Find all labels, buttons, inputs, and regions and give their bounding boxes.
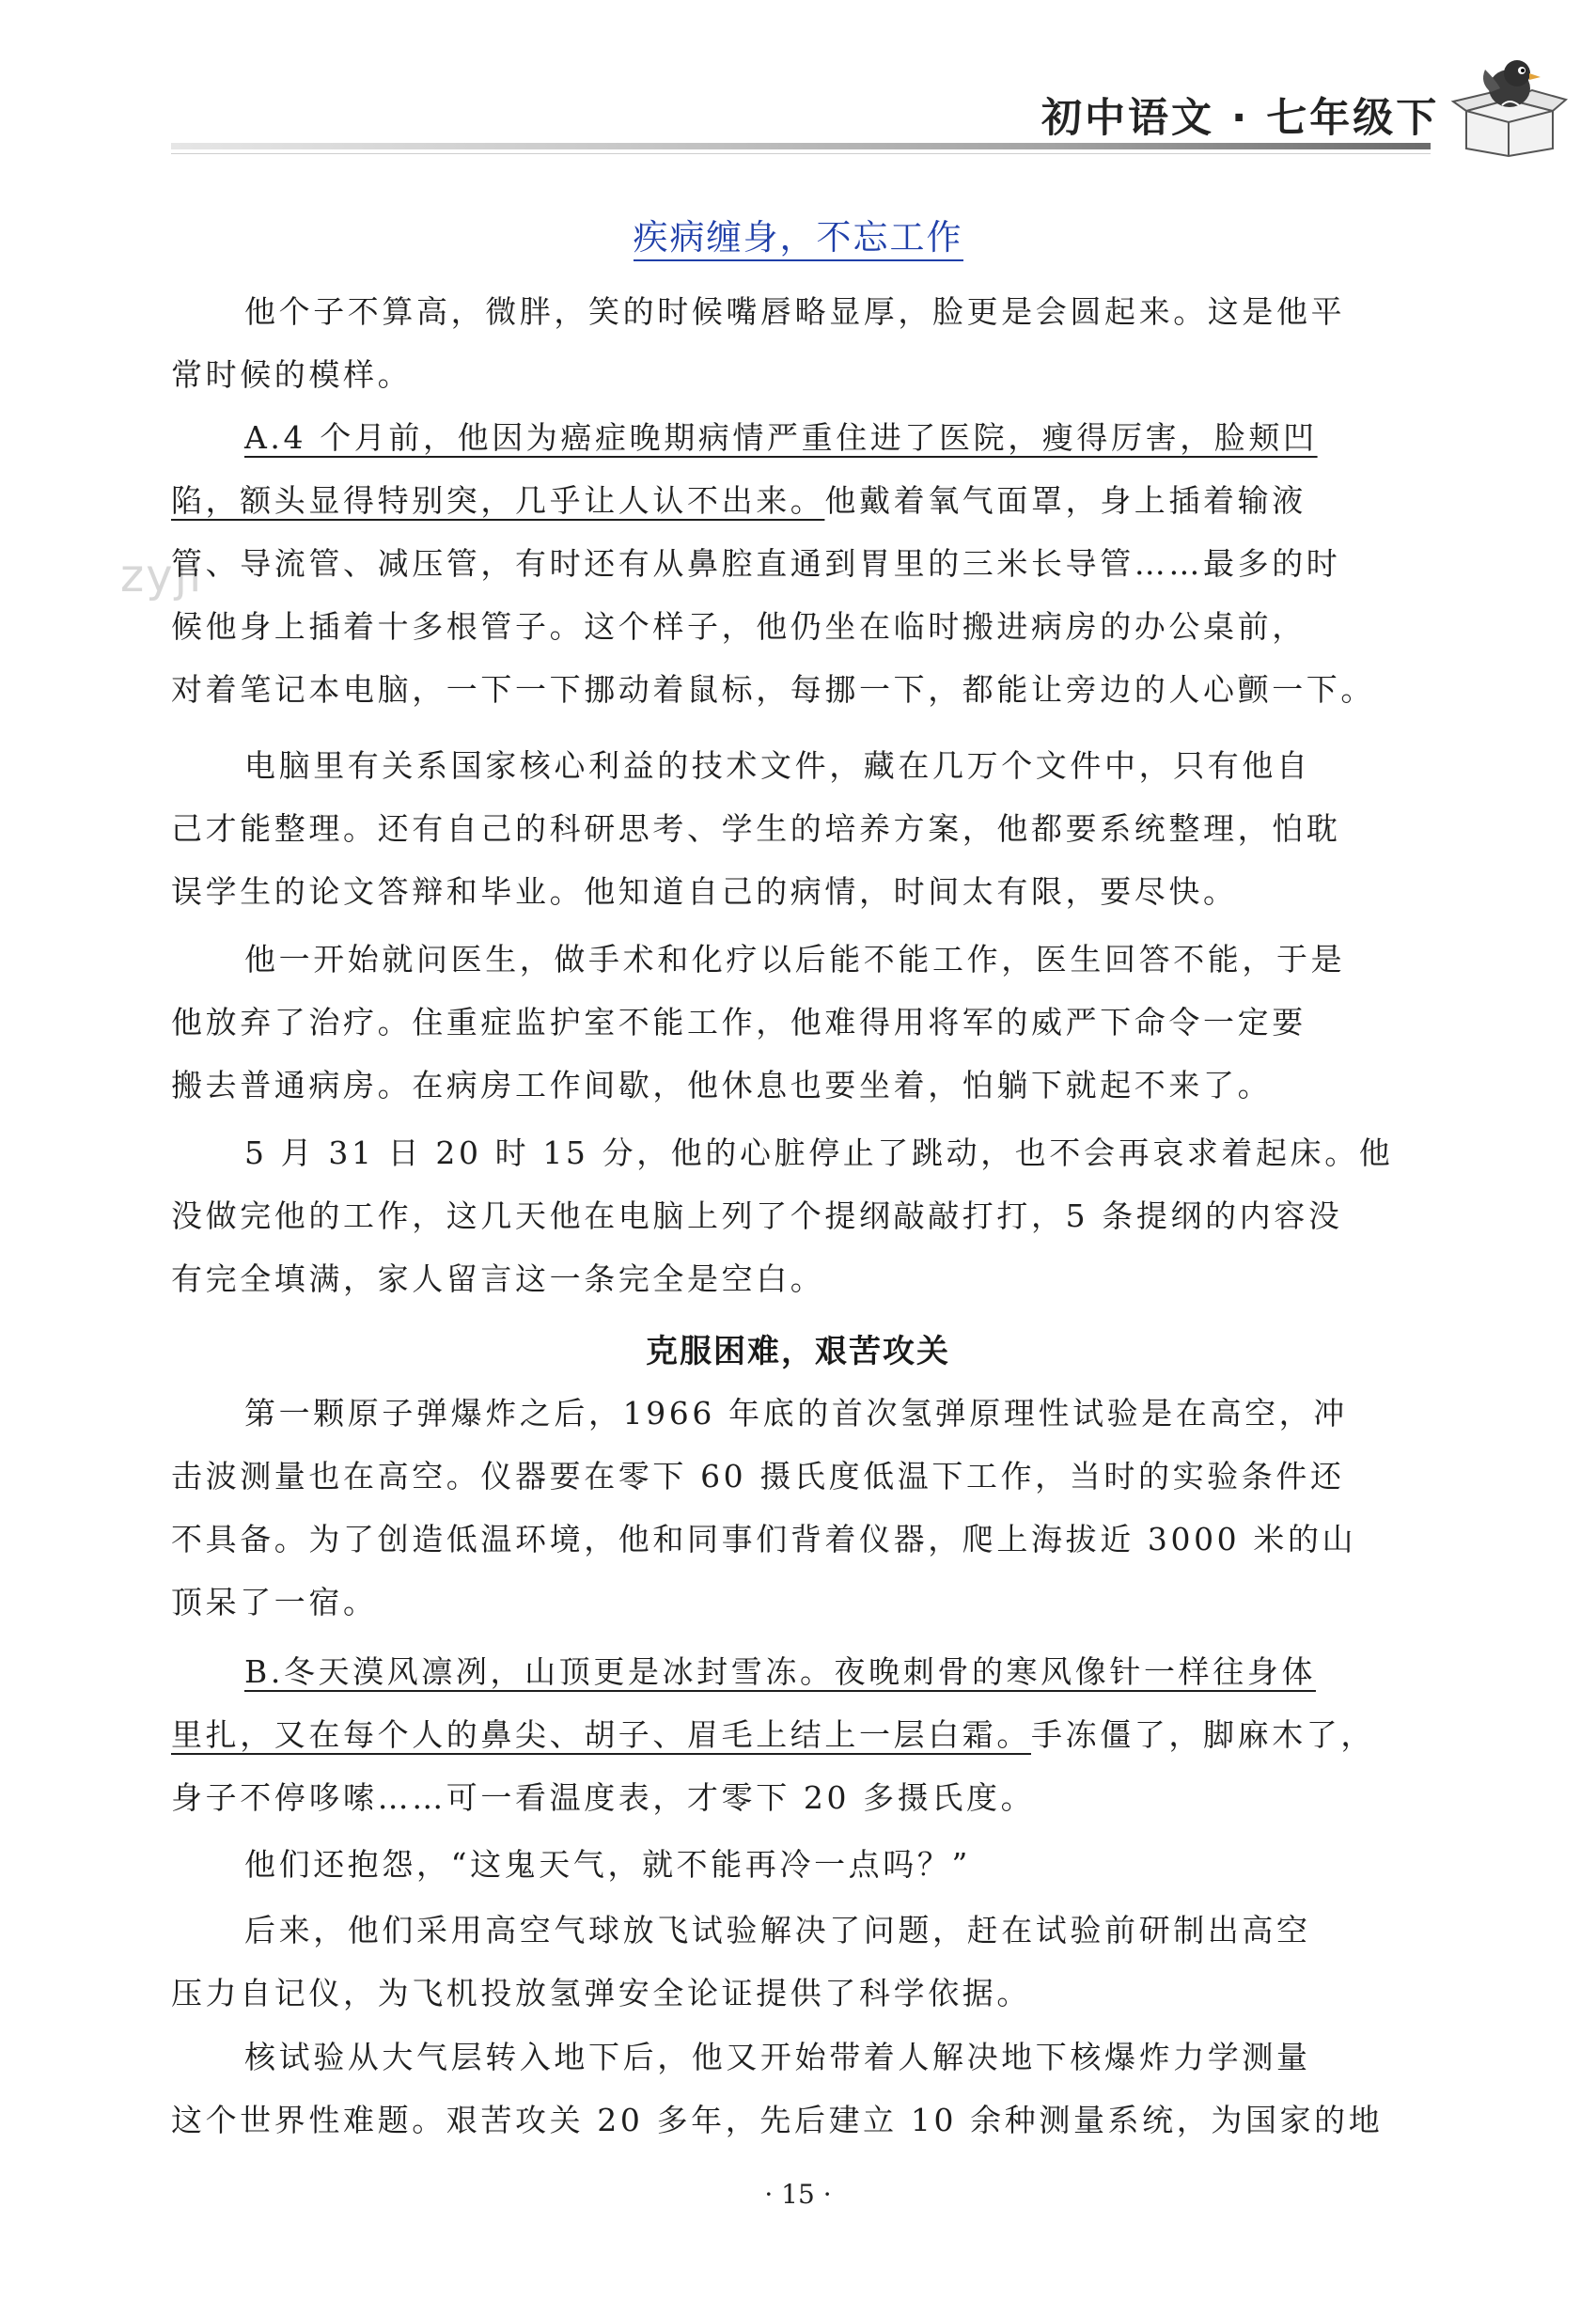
paragraph-10: [171, 2026, 1414, 2152]
bird-on-box-icon: [1447, 55, 1570, 158]
underlined-sentence-a: 陷，额头显得特别突，几乎让人认不出来。: [171, 482, 825, 519]
header-title: 初中语文 · 七年级下: [1041, 95, 1440, 142]
paragraph-line: 对着笔记本电脑，一下一下挪动着鼠标，每挪一下，都能让旁边的人心颤一下。: [171, 671, 1375, 708]
watermark: zyjl: [120, 550, 204, 602]
header-rule-thin: [171, 153, 1431, 154]
paragraph-line: 这个世界性难题。艰苦攻关 20 多年，先后建立 10 余种测量系统，为国家的地: [171, 2102, 1384, 2138]
paragraph-line: 第一颗原子弹爆炸之后，1966 年底的首次氢弹原理性试验是在高空，冲: [244, 1395, 1348, 1432]
paragraph-line: 压力自记仪，为飞机投放氢弹安全论证提供了科学依据。: [171, 1975, 1031, 2011]
paragraph-1: [171, 280, 1414, 406]
paragraph-line: 误学生的论文答辩和毕业。他知道自己的病情，时间太有限，要尽快。: [171, 873, 1238, 910]
paragraph-line: 后来，他们采用高空气球放飞试验解决了问题，赶在试验前研制出高空: [244, 1912, 1311, 1948]
paragraph-line: 有完全填满，家人留言这一条完全是空白。: [171, 1260, 825, 1297]
section-title-1-text: 疾病缠身，不忘工作: [634, 217, 963, 261]
paragraph-line: 己才能整理。还有自己的科研思考、学生的培养方案，他都要系统整理，怕耽: [171, 810, 1341, 847]
paragraph-line: 他个子不算高，微胖，笑的时候嘴唇略显厚，脸更是会圆起来。这是他平: [244, 293, 1346, 330]
paragraph-line: 候他身上插着十多根管子。这个样子，他仍坐在临时搬进病房的办公桌前，: [171, 608, 1307, 645]
paragraph-3: [171, 734, 1414, 923]
paragraph-line: 他一开始就问医生，做手术和化疗以后能不能工作，医生回答不能，于是: [244, 941, 1346, 978]
header-rule: [171, 143, 1431, 149]
paragraph-8: [171, 1833, 1414, 1896]
paragraph-line: 不具备。为了创造低温环境，他和同事们背着仪器，爬上海拔近 3000 米的山: [171, 1521, 1357, 1557]
paragraph-line: 核试验从大气层转入地下后，他又开始带着人解决地下核爆炸力学测量: [244, 2039, 1311, 2075]
paragraph-line: 手冻僵了，脚麻木了，: [1031, 1716, 1375, 1753]
paragraph-line: 他戴着氧气面罩，身上插着输液: [824, 482, 1307, 519]
underlined-sentence-a: A.4 个月前，他因为癌症晚期病情严重住进了医院，瘦得厉害，脸颊凹: [244, 419, 1318, 456]
paragraph-line: 他放弃了治疗。住重症监护室不能工作，他难得用将军的威严下命令一定要: [171, 1004, 1307, 1041]
paragraph-line: 没做完他的工作，这几天他在电脑上列了个提纲敲敲打打，5 条提纲的内容没: [171, 1197, 1343, 1234]
section-title-1: [0, 209, 1596, 259]
paragraph-line: 身子不停哆嗦……可一看温度表，才零下 20 多摄氏度。: [171, 1779, 1036, 1816]
paragraph-line: 击波测量也在高空。仪器要在零下 60 摄氏度低温下工作，当时的实验条件还: [171, 1458, 1345, 1494]
paragraph-6: [171, 1382, 1414, 1634]
paragraph-line: 他们还抱怨，“这鬼天气，就不能再冷一点吗？”: [244, 1846, 971, 1883]
paragraph-line: 5 月 31 日 20 时 15 分，他的心脏停止了跳动，也不会再哀求着起床。他: [244, 1135, 1394, 1171]
section-title-2: 克服困难，艰苦攻关: [646, 1333, 950, 1370]
paragraph-line: 顶呆了一宿。: [171, 1584, 378, 1620]
underlined-sentence-b: 里扎，又在每个人的鼻尖、胡子、眉毛上结上一层白霜。: [171, 1716, 1031, 1753]
paragraph-9: [171, 1899, 1414, 2025]
paragraph-2-passage-a: [171, 406, 1414, 721]
paragraph-line: 常时候的模样。: [171, 356, 413, 393]
paragraph-line: 电脑里有关系国家核心利益的技术文件，藏在几万个文件中，只有他自: [244, 747, 1311, 784]
paragraph-4: [171, 928, 1414, 1117]
page-number: · 15 ·: [764, 2179, 832, 2210]
underlined-sentence-b: B.冬天漠风凛冽，山顶更是冰封雪冻。夜晚刺骨的寒风像针一样往身体: [244, 1653, 1316, 1690]
paragraph-7-passage-b: [171, 1640, 1414, 1829]
paragraph-line: 搬去普通病房。在病房工作间歇，他休息也要坐着，怕躺下就起不来了。: [171, 1067, 1273, 1103]
paragraph-line: 管、导流管、减压管，有时还有从鼻腔直通到胃里的三米长导管……最多的时: [171, 545, 1341, 582]
paragraph-5: [171, 1121, 1414, 1310]
